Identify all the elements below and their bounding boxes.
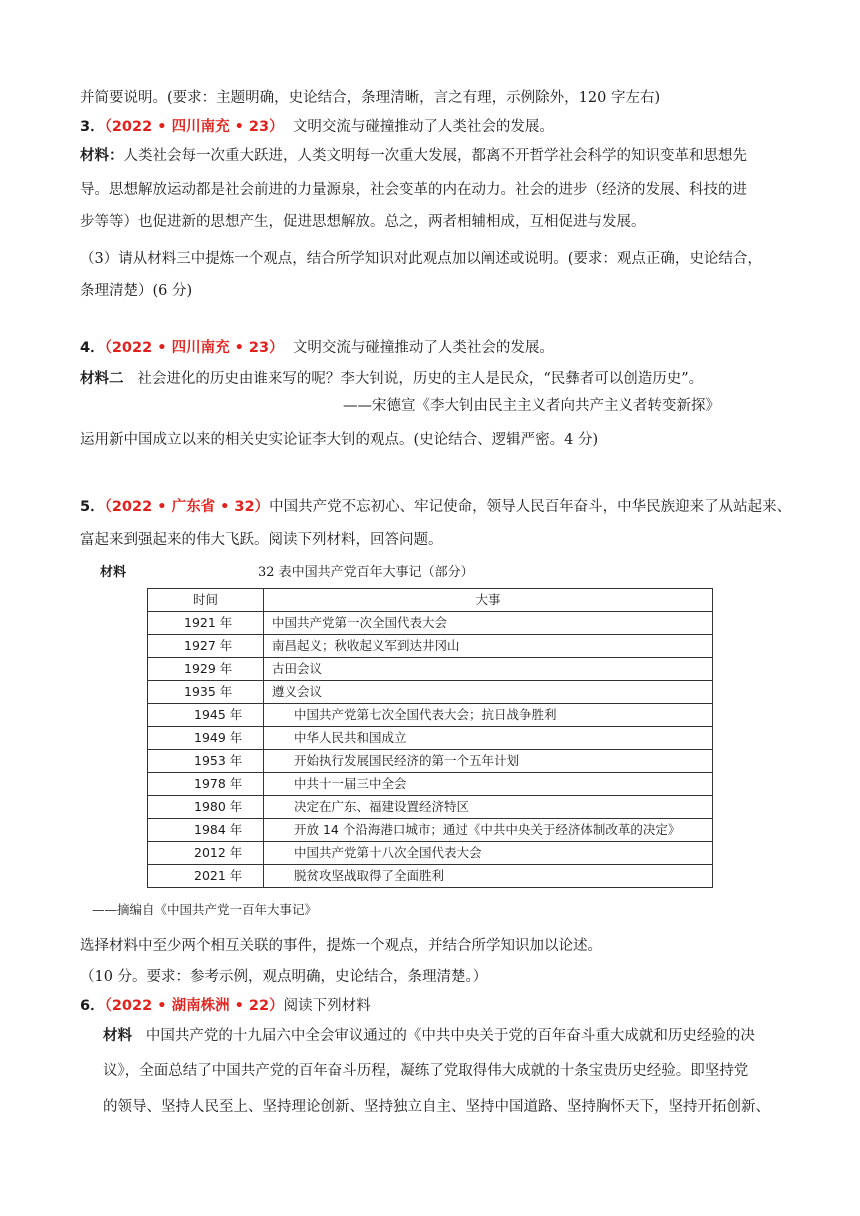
q5-stem-1: 中国共产党不忘初心、牢记使命，领导人民百年奋斗，中华民族迎来了从站起来、 [269,499,792,515]
row-year: 1978 年 [148,773,264,796]
q6-material-line-1 [103,1026,808,1046]
row-event: 脱贫攻坚战取得了全面胜利 [264,865,713,888]
q5-material-label-text: 材料 [100,565,127,580]
q3-stem: 文明交流与碰撞推动了人类社会的发展。 [292,119,554,135]
table-row [148,773,713,796]
table-header-event: 大事 [264,589,713,612]
row-year: 1949 年 [148,727,264,750]
q3-source: （2022 • 四川南充 • 23） [104,119,284,135]
q5-question-line-1: 选择材料中至少两个相互关联的事件，提炼一个观点，并结合所学知识加以论述。 [80,938,602,954]
q6-header [80,996,785,1016]
q5-source: （2022 • 广东省 • 32） [104,499,270,515]
q5-number: 5． [80,499,105,515]
row-year: 1921 年 [148,612,264,635]
row-year: 1929 年 [148,658,264,681]
row-event: 决定在广东、福建设置经济特区 [264,796,713,819]
events-table [147,588,713,888]
row-event: 开始执行发展国民经济的第一个五年计划 [264,750,713,773]
intro-line: 并简要说明。(要求：主题明确，史论结合，条理清晰，言之有理，示例除外，120 字左右) [80,90,661,106]
q4-material-text: 社会进化的历史由谁来写的呢？李大钊说，历史的主人是民众，“民彝者可以创造历史”。 [137,371,704,387]
q4-question: 运用新中国成立以来的相关史实论证李大钊的观点。(史论结合、逻辑严密。4 分) [80,432,599,448]
table-header-time: 时间 [148,589,264,612]
table-row [148,612,713,635]
table-row [148,681,713,704]
table-header-row [148,589,713,612]
q4-number: 4． [80,340,105,356]
q3-material-label: 材料： [80,148,124,164]
row-year: 1945 年 [148,704,264,727]
table-row [148,704,713,727]
table-row [148,865,713,888]
table-row [148,658,713,681]
q4-citation: ——宋德宣《李大钊由民主主义者向共产主义者转变新探》 [343,398,720,414]
row-event: 遵义会议 [264,681,713,704]
row-event: 开放 14 个沿海港口城市；通过《中共中央关于经济体制改革的决定》 [264,819,713,842]
row-year: 1953 年 [148,750,264,773]
table-row [148,750,713,773]
q6-material-label: 材料 [103,1028,132,1044]
q3-header [80,117,785,137]
q4-stem: 文明交流与碰撞推动了人类社会的发展。 [292,340,554,356]
row-event: 南昌起义；秋收起义军到达井冈山 [264,635,713,658]
row-year: 1935 年 [148,681,264,704]
q3-material-text-1: 人类社会每一次重大跃进，人类文明每一次重大发展，都离不开哲学社会科学的知识变革和思想先 [123,148,747,164]
row-event: 中共十一届三中全会 [264,773,713,796]
row-year: 1984 年 [148,819,264,842]
row-year: 1927 年 [148,635,264,658]
q5-citation: ——摘编自《中国共产党一百年大事记》 [92,902,318,917]
table-row [148,635,713,658]
row-event: 古田会议 [264,658,713,681]
table-row [148,796,713,819]
q3-question-line-2: 条理清楚）(6 分) [80,283,193,299]
q4-header [80,338,785,358]
table-row [148,727,713,750]
row-year: 2012 年 [148,842,264,865]
q3-material-line-3: 步等等）也促进新的思想产生，促进思想解放。总之，两者相辅相成，互相促进与发展。 [80,214,646,230]
q6-material-text-1: 中国共产党的十九届六中全会审议通过的《中共中央关于党的百年奋斗重大成就和历史经验的决 [145,1028,755,1044]
q6-stem: 阅读下列材料 [283,998,371,1014]
q6-material-line-2: 议》，全面总结了中国共产党的百年奋斗历程，凝练了党取得伟大成就的十条宝贵历史经验。即坚持党 [103,1063,749,1079]
table-row [148,842,713,865]
q6-source: （2022 • 湖南株洲 • 22） [104,998,284,1014]
q5-header [80,497,792,517]
q3-question-line-1: （3）请从材料三中提炼一个观点，结合所学知识对此观点加以阐述或说明。(要求：观点正确，史论结合， [80,251,762,267]
q5-stem-line-2: 富起来到强起来的伟大飞跃。阅读下列材料，回答问题。 [80,532,443,548]
q4-source: （2022 • 四川南充 • 23） [104,340,284,356]
q4-material-label: 材料二 [80,371,124,387]
row-event: 中国共产党第一次全国代表大会 [264,612,713,635]
q6-number: 6． [80,998,105,1014]
q5-table-title: 32 表中国共产党百年大事记（部分） [258,565,474,580]
q5-question-line-2: （10 分。要求：参考示例，观点明确，史论结合，条理清楚。） [80,969,488,985]
q3-material-line-2: 导。思想解放运动都是社会前进的力量源泉，社会变革的内在动力。社会的进步（经济的发展、科技的进 [80,182,747,198]
row-year: 1980 年 [148,796,264,819]
row-event: 中国共产党第七次全国代表大会；抗日战争胜利 [264,704,713,727]
row-event: 中国共产党第十八次全国代表大会 [264,842,713,865]
q4-material-line [80,369,785,389]
q3-number: 3． [80,119,105,135]
q6-material-line-3: 的领导、坚持人民至上、坚持理论创新、坚持独立自主、坚持中国道路、坚持胸怀天下，坚持开拓创新、 [103,1099,770,1115]
table-row [148,819,713,842]
row-event: 中华人民共和国成立 [264,727,713,750]
q3-material-line-1 [80,146,785,166]
row-year: 2021 年 [148,865,264,888]
